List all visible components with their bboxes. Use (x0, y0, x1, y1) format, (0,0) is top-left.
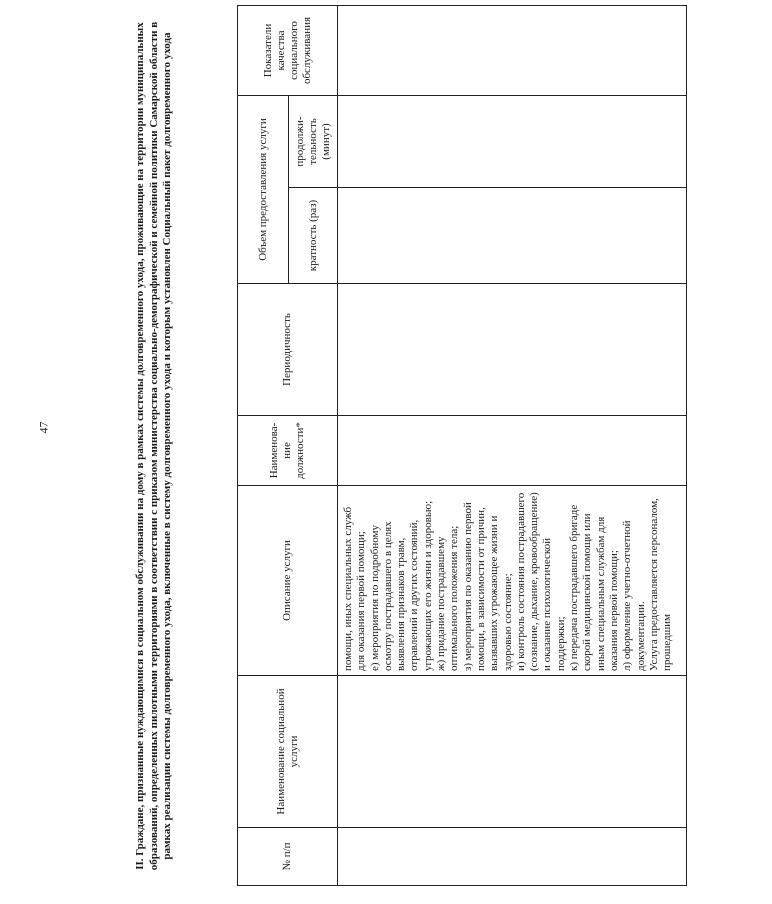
cell-service-name (338, 676, 687, 828)
header-num: № п/п (238, 828, 338, 886)
page-number: 47 (36, 421, 51, 434)
section-title: II. Граждане, признанные нуждающимися в социальном обслуживании на дому в рамках системы долговременного ухода, проживающие на территории муниципальных образований, определенных пилотными территориями в соответствии с приказом министерства социально-демографической и семейной политики Самарской области в рамках реализации системы долговременного ухода, включенные в систему долговременного ухода и которым установлен Социальный пакет долговременного ухода (134, 21, 174, 871)
header-periodicity: Периодичность (238, 284, 338, 416)
services-table (237, 5, 687, 886)
header-description: Описание услуги (238, 486, 338, 676)
header-duration: продолжи-тельность (минут) (289, 96, 338, 188)
cell-position (338, 416, 687, 486)
cell-duration (338, 96, 687, 188)
header-position: Наименова-ние должности* (238, 416, 338, 486)
cell-description: помощи, иных специальных служб для оказания первой помощи; е) мероприятия по подробному осмотру пострадавшего в целях выявления признаков травм, отравлений и других состояний, угрожающих его жизни и здоровью; ж) придание пострадавшему оптимального положения тела; з) мероприятия по оказанию первой помощи, в зависимости от причин, вызвавших угрожающее жизни и здоровью состояние; и) контроль состояния пострадавшего (сознание, дыхание, кровообращение) и оказание психологической поддержки; к) передача пострадавшего бригаде скорой медицинской помощи или иным специальным службам для оказания первой помощи; л) оформление учетно-отчетной документации. Услуга предоставляется персоналом, прошедшим (338, 486, 687, 676)
header-service-name: Наименование социальной услуги (238, 676, 338, 828)
header-frequency: кратность (раз) (289, 188, 338, 284)
document-sheet (132, 6, 772, 886)
cell-periodicity (338, 284, 687, 416)
rotated-page (2, 8, 674, 888)
header-quality: Показатели качества социального обслуживания (238, 6, 338, 96)
header-volume: Объем предоставления услуги (238, 96, 289, 284)
cell-num (338, 828, 687, 886)
cell-frequency (338, 188, 687, 284)
cell-quality (338, 6, 687, 96)
